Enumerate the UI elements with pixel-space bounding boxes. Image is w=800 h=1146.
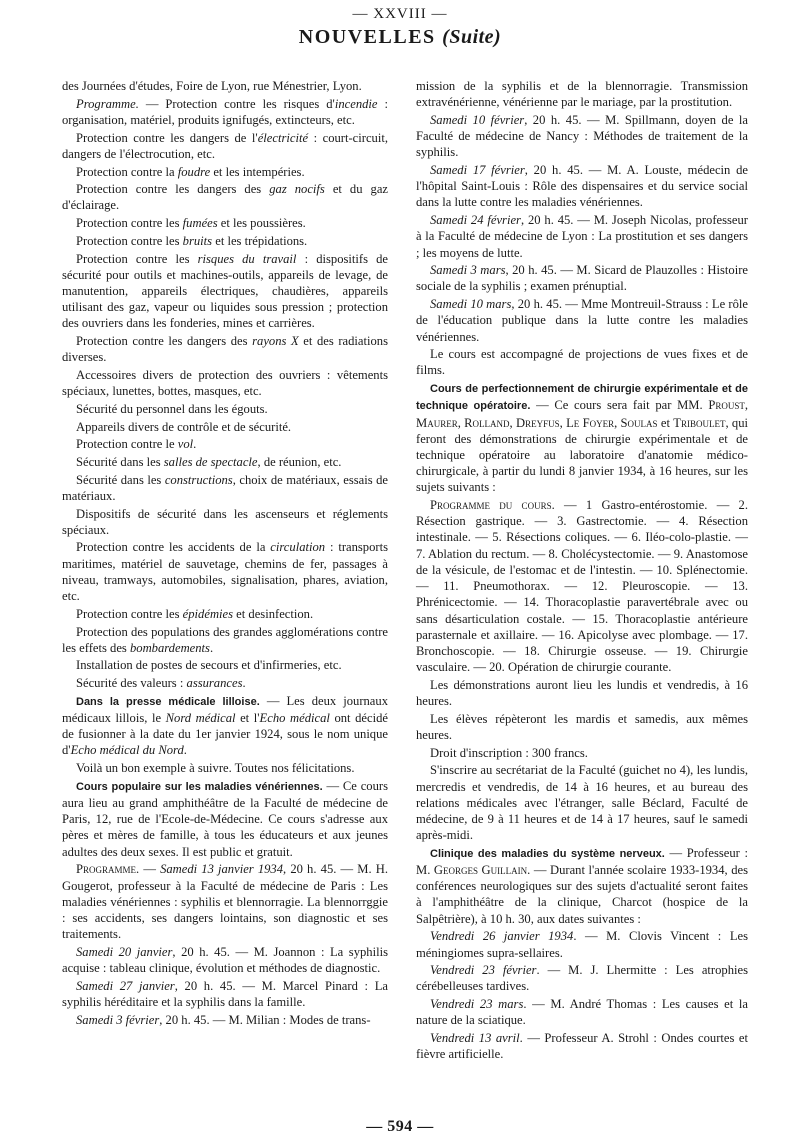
paragraph xyxy=(416,380,748,495)
text-run: assurances xyxy=(186,676,243,691)
text-run: vol xyxy=(177,437,194,452)
paragraph xyxy=(62,78,388,94)
page-number: — 594 — xyxy=(366,1118,434,1135)
page-header xyxy=(0,4,800,50)
paragraph-heading: Clinique des maladies du système nerveux. xyxy=(430,847,665,860)
paragraph xyxy=(416,262,748,294)
text-run: Vendredi 26 janvier 1934 xyxy=(430,929,574,944)
text-run: et les intempéries. xyxy=(210,164,305,179)
paragraph xyxy=(62,539,388,604)
text-run: Samedi 3 février xyxy=(76,1012,160,1027)
text-run: Dispositifs de sécurité dans les ascenseurs et réglements spéciaux. xyxy=(62,506,388,537)
text-run: Protection contre les xyxy=(76,216,183,231)
text-run: Sécurité des valeurs : xyxy=(76,676,187,691)
text-run: . — M. André Thomas : Les causes et la nature de la sciatique. xyxy=(416,997,748,1028)
text-run: Protection contre les accidents de la xyxy=(76,540,271,555)
paragraph xyxy=(416,296,748,345)
text-run: — Professeur : M. xyxy=(416,845,748,878)
paragraph xyxy=(62,1012,388,1028)
paragraph xyxy=(62,978,388,1010)
text-run: et les poussières. xyxy=(217,216,306,231)
paragraph xyxy=(416,677,748,709)
paragraph xyxy=(416,996,748,1028)
text-run: et desinfection. xyxy=(233,606,314,621)
section-title-suite: (Suite) xyxy=(442,26,502,48)
text-run: — xyxy=(139,862,161,877)
paragraph xyxy=(416,497,748,675)
text-run: Samedi 10 février xyxy=(430,112,525,127)
text-run: Samedi 17 février xyxy=(430,163,525,178)
section-title xyxy=(0,24,800,50)
text-run: et xyxy=(657,415,674,430)
text-run: gaz nocifs xyxy=(269,182,325,197)
text-run: Protection contre les dangers des xyxy=(76,334,253,349)
text-run: électricité xyxy=(257,130,309,145)
text-run: et les trépidations. xyxy=(212,233,308,248)
text-run: incendie xyxy=(334,96,378,111)
text-run: — Ce cours aura lieu au grand amphithéâtre de la Faculté de médecine de Paris, 12, rue de l'Ecole-de-Médecine. Ce cours s'adresse aux pères et mères de famille, à tous les éducateurs et aux jeunes adultes des deux sexes. Il est public et gratuit. xyxy=(62,778,388,859)
paragraph xyxy=(62,96,388,128)
paragraph-heading: Cours populaire sur les maladies vénériennes. xyxy=(76,780,323,793)
text-run: fumées xyxy=(182,216,218,231)
text-run: Installation de postes de secours et d'infirmeries, etc. xyxy=(76,658,342,673)
paragraph xyxy=(416,162,748,211)
text-run: circulation xyxy=(270,540,326,555)
paragraph xyxy=(416,762,748,843)
text-run: : organisation, matériel, produits ignifugés, extincteurs, etc. xyxy=(62,96,389,127)
paragraph xyxy=(416,745,748,761)
paragraph xyxy=(416,962,748,994)
text-run: et des radiations diverses. xyxy=(62,334,389,365)
text-run: , 20 h. 45. — M. Marcel Pinard : La syphilis héréditaire et la syphilis dans la famille. xyxy=(62,978,388,1009)
text-run: Echo médical du Nord xyxy=(70,743,184,758)
paragraph xyxy=(416,1030,748,1062)
text-run: Sécurité dans les xyxy=(76,472,165,487)
text-run: Droit d'inscription : 300 francs. xyxy=(430,745,588,760)
text-run: . xyxy=(193,437,197,452)
text-run: foudre xyxy=(177,164,211,179)
text-run: Programme du cours. xyxy=(430,498,555,513)
text-run: — Ce cours sera fait par MM. xyxy=(530,398,709,413)
text-run: , choix de matériaux, essais de matériaux. xyxy=(62,472,388,503)
text-run: Samedi 3 mars xyxy=(430,263,506,278)
text-run: Voilà un bon exemple à suivre. Toutes nos félicitations. xyxy=(76,761,355,776)
text-run: Protection contre les dangers de l' xyxy=(76,130,258,145)
text-run: et du gaz d'éclairage. xyxy=(62,182,388,213)
text-run: Protection contre la xyxy=(76,164,178,179)
roman-page-number: — XXVIII — xyxy=(352,6,448,22)
text-run: . xyxy=(242,676,246,691)
text-run: ont décidé de fusionner à la date du 1er janvier 1924, sous le nom unique d' xyxy=(62,711,388,758)
text-run: Programme. xyxy=(76,96,139,111)
text-run: , 20 h. 45. — Mme Montreuil-Strauss : Le rôle de l'éducation publique dans la lutte contre les maladies vénériennes. xyxy=(416,297,748,344)
text-run: Nord médical xyxy=(165,711,236,726)
right-column xyxy=(416,78,748,1064)
text-run: , 20 h. 45. — M. Joannon : La syphilis acquise : tableau clinique, évolution et méthodes de diagnostic. xyxy=(62,944,388,976)
text-run: Vendredi 23 février xyxy=(430,963,537,978)
paragraph xyxy=(62,675,388,691)
text-run: Echo médical xyxy=(259,711,330,726)
text-run: bruits xyxy=(182,233,213,248)
text-run: salles de spectacle xyxy=(163,454,258,469)
paragraph xyxy=(62,251,388,332)
paragraph xyxy=(62,181,388,213)
paragraph xyxy=(416,928,748,960)
text-run: , qui feront des démonstrations de chirurgie expérimentale et de technique opératoire au laboratoire d'anatomie médico-chirurgicale, à partir du lundi 8 janvier 1934, à 16 heures, sur les sujets suivants : xyxy=(416,415,749,495)
paragraph xyxy=(62,506,388,538)
paragraph xyxy=(62,233,388,249)
text-run: . xyxy=(183,743,187,758)
paragraph xyxy=(62,606,388,622)
paragraph xyxy=(62,657,388,673)
paragraph xyxy=(416,212,748,261)
paragraph xyxy=(62,944,388,976)
paragraph xyxy=(62,778,388,860)
paragraph xyxy=(62,130,388,162)
text-run: . — M. J. Lhermitte : Les atrophies cérébelleuses tardives. xyxy=(416,963,748,994)
text-run: . xyxy=(209,640,214,655)
text-run: S'inscrire au secrétariat de la Faculté (guichet no 4), les lundis, mercredis et vendredis, de 14 à 16 heures, et au bureau des relations médicales avec l'étranger, salle Béclard, Faculté de médecine, de 9 à 11 heures et de 14 à 17 heures, sauf le samedi après-midi. xyxy=(416,763,748,843)
paragraph xyxy=(62,436,388,452)
paragraph-heading: Cours de perfectionnement de chirurgie expérimentale et de technique opératoire. xyxy=(416,383,748,413)
paragraph xyxy=(62,861,388,942)
paragraph xyxy=(416,112,748,161)
paragraph xyxy=(62,367,388,399)
text-run: Protection contre les xyxy=(76,251,198,266)
text-run: Samedi 27 janvier xyxy=(76,978,175,993)
text-run: . — Professeur A. Strohl : Ondes courtes et fièvre artificielle. xyxy=(416,1031,748,1062)
text-run: , 20 h. 45. — M. A. Louste, médecin de l'hôpital Saint-Louis : Rôle des dispensaires et du service social dans la lutte contre les maladies vénériennes. xyxy=(416,163,748,210)
section-title-main: NOUVELLES xyxy=(298,26,436,48)
paragraph xyxy=(62,215,388,231)
paragraph xyxy=(62,760,388,776)
text-run: épidémies xyxy=(182,606,234,621)
text-run: , de réunion, etc. xyxy=(257,454,342,469)
paragraph xyxy=(62,333,388,365)
text-run: des Journées d'études, Foire de Lyon, rue Ménestrier, Lyon. xyxy=(62,79,362,93)
text-run: Samedi 13 janvier 1934 xyxy=(160,862,284,877)
paragraph xyxy=(416,78,748,110)
text-run: , 20 h. 45. — M. Spillmann, doyen de la Faculté de médecine de Nancy : Méthodes de traitement de la syphilis. xyxy=(416,112,748,160)
text-run: Georges Guillain xyxy=(433,863,528,878)
text-run: rayons X xyxy=(252,334,299,349)
text-run: Programme. xyxy=(76,862,140,877)
text-run: Proust, Maurer, Rolland, Dreyfus, Le Foyer, Soulas xyxy=(416,398,749,430)
text-run: , 20 h. 45. — M. H. Gougerot, professeur à la Faculté de médecine de Paris : Les maladies vénériennes : syphilis et blennorragie. La blennorrggie : ses accidents, ses dangers lointains, son diagnostic et ses traitements. xyxy=(62,862,389,942)
paragraph xyxy=(416,711,748,743)
text-run: — Protection contre les risques d' xyxy=(138,96,335,111)
paragraph-heading: Dans la presse médicale lilloise. xyxy=(76,695,260,708)
text-run: Les élèves répèteront les mardis et samedis, aux mêmes heures. xyxy=(416,711,748,742)
text-run: Triboulet xyxy=(673,415,726,430)
paragraph xyxy=(62,419,388,435)
paragraph xyxy=(62,454,388,470)
text-run: Protection contre les xyxy=(76,233,183,248)
text-run: bombardements xyxy=(129,640,210,655)
text-run: mission de la syphilis et de la blennorragie. Transmission extravénérienne, vénérienne par le mariage, par la prostitution. xyxy=(416,79,748,110)
text-run: Le cours est accompagné de projections de vues fixes et de films. xyxy=(416,347,748,378)
text-run: : court-circuit, dangers de l'électrocution, etc. xyxy=(62,130,388,161)
text-run: . — M. Clovis Vincent : Les méningiomes supra-sellaires. xyxy=(416,929,749,960)
text-run: — Les deux journaux médicaux lillois, le xyxy=(62,693,388,726)
paragraph xyxy=(416,346,748,378)
paragraph xyxy=(416,845,748,927)
text-run: Sécurité dans les xyxy=(76,454,164,469)
text-run: , 20 h. 45. — M. Milian : Modes de trans- xyxy=(159,1012,371,1027)
text-run: Samedi 20 janvier xyxy=(76,944,173,959)
text-run: Accessoires divers de protection des ouvriers : vêtements spéciaux, lunettes, bottes, masques, etc. xyxy=(62,367,388,399)
text-run: constructions xyxy=(164,472,233,487)
left-column xyxy=(62,78,388,1029)
text-run: Protection des populations des grandes agglomérations contre les effets des xyxy=(62,624,388,655)
paragraph xyxy=(62,164,388,180)
text-run: . — Durant l'année scolaire 1933-1934, des conférences neurologiques sur des sujets d'actualité seront faites à l'amphithéâtre de la clinique, Charcot (hospice de la Salpêtrière), à 10 h. 30, aux dates suivantes : xyxy=(416,863,748,926)
paragraph xyxy=(62,472,388,504)
text-run: Samedi 24 février xyxy=(430,213,521,228)
text-run: Protection contre les xyxy=(76,606,183,621)
text-run: Protection contre les dangers des xyxy=(76,182,270,197)
text-run: : dispositifs de sécurité pour outils et machines-outils, appareils de levage, de manutention, appareils électriques, chaudières, appareils utilisant des gaz, vapeur ou liquides sous pression ; protection des ouvriers dans les fonderies, mines et carrières. xyxy=(62,251,388,331)
text-run: : transports maritimes, matériel de sauvetage, chemins de fer, passages à niveau, tramways, automobiles, signalisation, phares, aviation, etc. xyxy=(62,540,388,604)
text-run: et l' xyxy=(235,711,260,726)
text-run: Protection contre le xyxy=(76,437,178,452)
text-run: , 20 h. 45. — M. Sicard de Plauzolles : Histoire sociale de la syphilis ; examen prénuptial. xyxy=(416,263,748,294)
text-run: , 20 h. 45. — M. Joseph Nicolas, professeur à la Faculté de médecine de Lyon : La prostitution et ses dangers ; les moyens de lutte. xyxy=(416,213,748,260)
text-run: Vendredi 13 avril xyxy=(430,1031,520,1046)
text-run: — 1 Gastro-entérostomie. — 2. Résection gastrique. — 3. Gastrectomie. — 4. Résection intestinale. — 5. Résections coliques. — 6. Iléo-colo-plastie. — 7. Ablation du rectum. — 8. Cholécystectomie. — 9. Anastomose de la vésicule, de l'estomac et de l'intestin. — 10. Splénectomie. — 11. Pneumothorax. — 12. Pleuroscopie. — 13. Phrénicectomie. — 14. Thoracoplastie paravertébrale avec ou sans désarticulation costale. — 15. Thoracoplastie antérieure parasternale et axillaire. — 16. Apicolyse avec plombage. — 17. Bronchoscopie. — 18. Chirurgie osseuse. — 19. Chirurgie vasculaire. — 20. Opération de chirurgie courante. xyxy=(416,498,749,675)
text-run: Les démonstrations auront lieu les lundis et vendredis, à 16 heures. xyxy=(416,677,748,709)
text-run: Appareils divers de contrôle et de sécurité. xyxy=(76,419,292,434)
text-run: risques du travail xyxy=(197,251,297,266)
text-run: Vendredi 23 mars xyxy=(430,997,524,1012)
paragraph xyxy=(62,693,388,759)
paragraph xyxy=(62,401,388,417)
text-run: Sécurité du personnel dans les égouts. xyxy=(76,401,268,416)
paragraph xyxy=(62,624,388,656)
text-run: Samedi 10 mars xyxy=(430,297,512,312)
